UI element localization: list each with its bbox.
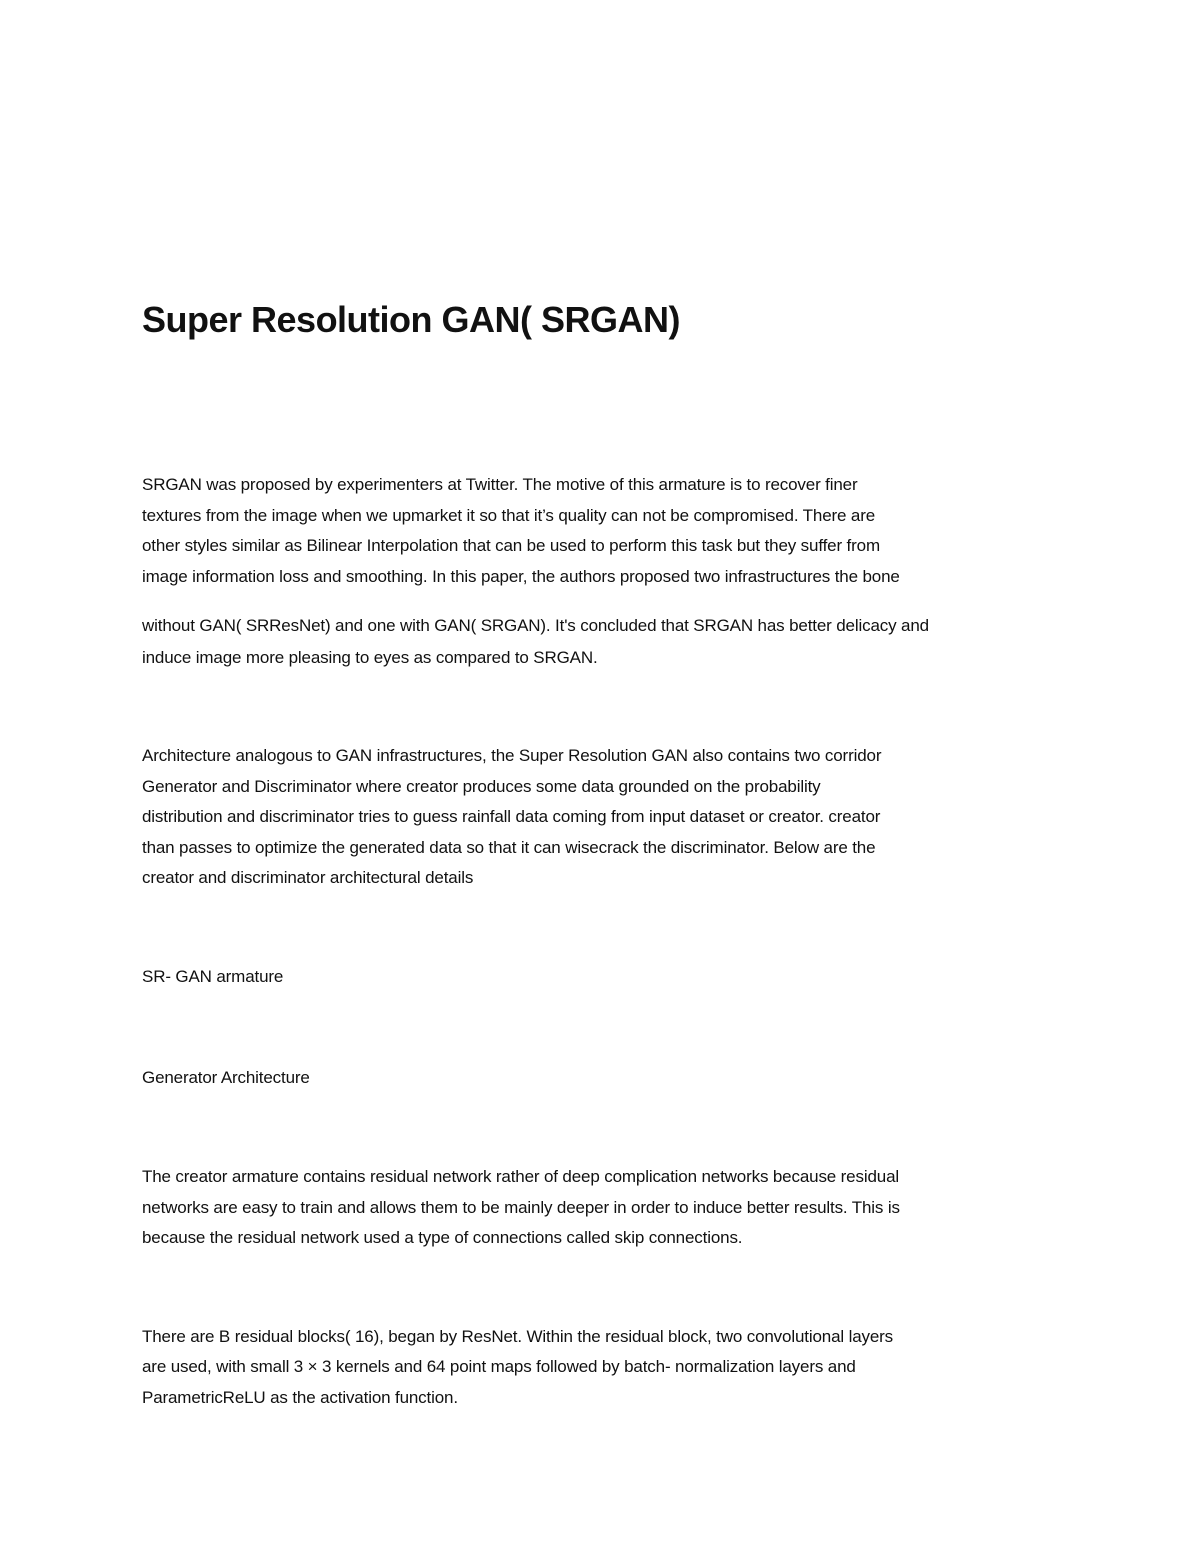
page-title: Super Resolution GAN( SRGAN)	[142, 299, 681, 340]
section-label-generator-architecture: Generator Architecture	[142, 1068, 310, 1087]
paragraph-2-line-1: without GAN( SRResNet) and one with GAN( SRGAN). It's concluded that SRGAN has better delicacy and	[142, 616, 929, 635]
paragraph-7-line-2: are used, with small 3 × 3 kernels and 64 point maps followed by batch- normalization layers and	[142, 1357, 856, 1376]
paragraph-3-line-2: Generator and Discriminator where creator produces some data grounded on the probability	[142, 777, 821, 796]
paragraph-7-line-1: There are B residual blocks( 16), began by ResNet. Within the residual block, two convolutional layers	[142, 1327, 894, 1346]
paragraph-1-line-3: other styles similar as Bilinear Interpolation that can be used to perform this task but they suffer from	[142, 536, 880, 555]
section-label-sr-gan-armature: SR- GAN armature	[142, 967, 284, 986]
paragraph-1-line-2: textures from the image when we upmarket it so that it’s quality can not be compromised. There are	[142, 506, 876, 525]
paragraph-3-line-3: distribution and discriminator tries to guess rainfall data coming from input dataset or creator. creator	[142, 807, 881, 826]
paragraph-7-line-3: ParametricReLU as the activation function.	[142, 1388, 458, 1407]
paragraph-6-line-2: networks are easy to train and allows them to be mainly deeper in order to induce better results. This is	[142, 1198, 900, 1217]
paragraph-3-line-5: creator and discriminator architectural details	[142, 868, 474, 887]
paragraph-6-line-1: The creator armature contains residual network rather of deep complication networks because residual	[142, 1167, 900, 1186]
paragraph-1-line-4: image information loss and smoothing. In this paper, the authors proposed two infrastructures the bone	[142, 567, 900, 586]
paragraph-3-line-4: than passes to optimize the generated data so that it can wisecrack the discriminator. Below are the	[142, 838, 876, 857]
paragraph-6-line-3: because the residual network used a type of connections called skip connections.	[142, 1228, 743, 1247]
paragraph-1-line-1: SRGAN was proposed by experimenters at Twitter. The motive of this armature is to recover finer	[142, 475, 858, 494]
paragraph-2-line-2: induce image more pleasing to eyes as compared to SRGAN.	[142, 648, 598, 667]
paragraph-3-line-1: Architecture analogous to GAN infrastructures, the Super Resolution GAN also contains two corridor	[142, 746, 882, 765]
